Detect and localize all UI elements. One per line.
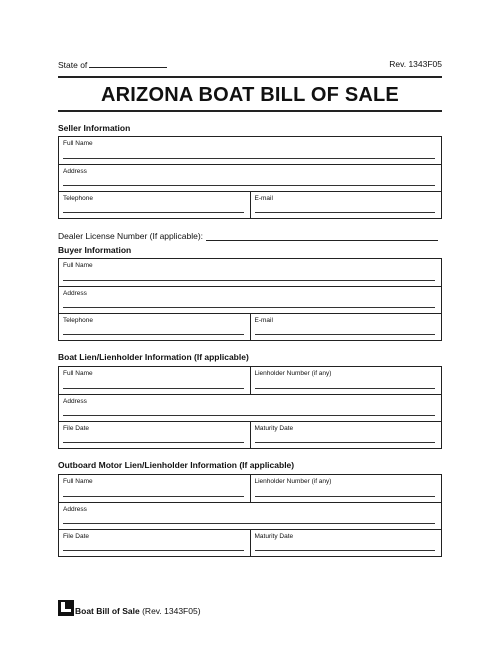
seller-full-name-line [63, 158, 435, 159]
buyer-full-name-line [63, 280, 435, 281]
boat-lienholder-number-field[interactable] [250, 367, 442, 394]
buyer-email-label: E-mail [254, 317, 273, 324]
boat-lien-box [58, 366, 442, 449]
motor-lien-maturity-date-label: Maturity Date [254, 533, 294, 540]
boat-lien-address-row [59, 394, 441, 421]
seller-email-field[interactable] [250, 192, 442, 218]
motor-lien-address-label: Address [63, 506, 87, 513]
boat-lienholder-number-line [255, 388, 436, 389]
motor-lien-box [58, 474, 442, 557]
buyer-full-name-field[interactable] [59, 259, 441, 286]
seller-email-label: E-mail [254, 195, 273, 202]
seller-name-row [59, 137, 441, 164]
boat-lien-address-line [63, 415, 435, 416]
motor-lien-address-line [63, 523, 435, 524]
seller-email-line [255, 212, 436, 213]
dealer-license-blank[interactable] [206, 232, 438, 241]
motor-lien-dates-row [59, 529, 441, 556]
motor-lienholder-number-field[interactable] [250, 475, 442, 502]
boat-lien-maturity-date-field[interactable] [250, 422, 442, 448]
motor-lienholder-number-line [255, 496, 436, 497]
motor-lien-heading: Outboard Motor Lien/Lienholder Information (If applicable) [58, 460, 295, 470]
boat-lien-dates-row [59, 421, 441, 448]
title-block [58, 76, 442, 112]
seller-telephone-label: Telephone [63, 195, 93, 202]
seller-heading: Seller Information [58, 123, 131, 133]
seller-address-label: Address [63, 168, 87, 175]
boat-lien-maturity-date-line [255, 442, 436, 443]
state-of-label: State of [58, 60, 88, 70]
dealer-license-label: Dealer License Number (If applicable): [58, 231, 204, 241]
boat-lien-full-name-field[interactable] [59, 367, 250, 394]
dealer-license-field [58, 231, 442, 241]
seller-address-line [63, 185, 435, 186]
boat-lien-maturity-date-label: Maturity Date [254, 425, 294, 432]
boat-lien-name-row [59, 367, 441, 394]
seller-address-field[interactable] [59, 165, 441, 191]
buyer-address-line [63, 307, 435, 308]
boat-lien-address-label: Address [63, 398, 87, 405]
boat-lien-address-field[interactable] [59, 395, 441, 421]
buyer-box [58, 258, 442, 341]
motor-lien-full-name-line [63, 496, 244, 497]
buyer-contact-row [59, 313, 441, 340]
motor-lienholder-number-label: Lienholder Number (if any) [254, 478, 332, 485]
document-title: ARIZONA BOAT BILL OF SALE [101, 83, 399, 106]
seller-box [58, 136, 442, 219]
seller-contact-row [59, 191, 441, 218]
boat-lien-file-date-label: File Date [63, 425, 90, 432]
motor-lien-file-date-field[interactable] [59, 530, 250, 556]
seller-full-name-field[interactable] [59, 137, 441, 164]
buyer-address-label: Address [63, 290, 87, 297]
footer [58, 600, 201, 616]
boat-lien-file-date-field[interactable] [59, 422, 250, 448]
buyer-telephone-field[interactable] [59, 314, 250, 340]
buyer-address-row [59, 286, 441, 313]
motor-lien-name-row [59, 475, 441, 502]
boat-lien-heading: Boat Lien/Lienholder Information (If applicable) [58, 352, 249, 362]
footer-doc-name: Boat Bill of Sale [75, 606, 140, 616]
motor-lien-maturity-date-line [255, 550, 436, 551]
legal-logo-icon [58, 600, 74, 616]
seller-address-row [59, 164, 441, 191]
seller-telephone-line [63, 212, 244, 213]
state-of-field [58, 59, 167, 70]
buyer-name-row [59, 259, 441, 286]
motor-lien-file-date-line [63, 550, 244, 551]
seller-full-name-label: Full Name [63, 140, 93, 147]
buyer-full-name-label: Full Name [63, 262, 93, 269]
boat-lien-file-date-line [63, 442, 244, 443]
seller-telephone-field[interactable] [59, 192, 250, 218]
motor-lien-address-row [59, 502, 441, 529]
motor-lien-file-date-label: File Date [63, 533, 90, 540]
motor-lien-full-name-label: Full Name [63, 478, 93, 485]
footer-revision: (Rev. 1343F05) [142, 606, 201, 616]
boat-lien-full-name-line [63, 388, 244, 389]
state-of-blank[interactable] [89, 59, 167, 68]
boat-lien-full-name-label: Full Name [63, 370, 93, 377]
buyer-telephone-label: Telephone [63, 317, 93, 324]
motor-lien-maturity-date-field[interactable] [250, 530, 442, 556]
motor-lien-address-field[interactable] [59, 503, 441, 529]
title-bottom-rule [58, 110, 442, 113]
buyer-heading: Buyer Information [58, 245, 132, 255]
motor-lien-full-name-field[interactable] [59, 475, 250, 502]
buyer-email-line [255, 334, 436, 335]
revision-number: Rev. 1343F05 [389, 59, 442, 69]
buyer-telephone-line [63, 334, 244, 335]
buyer-address-field[interactable] [59, 287, 441, 313]
buyer-email-field[interactable] [250, 314, 442, 340]
boat-lienholder-number-label: Lienholder Number (if any) [254, 370, 332, 377]
